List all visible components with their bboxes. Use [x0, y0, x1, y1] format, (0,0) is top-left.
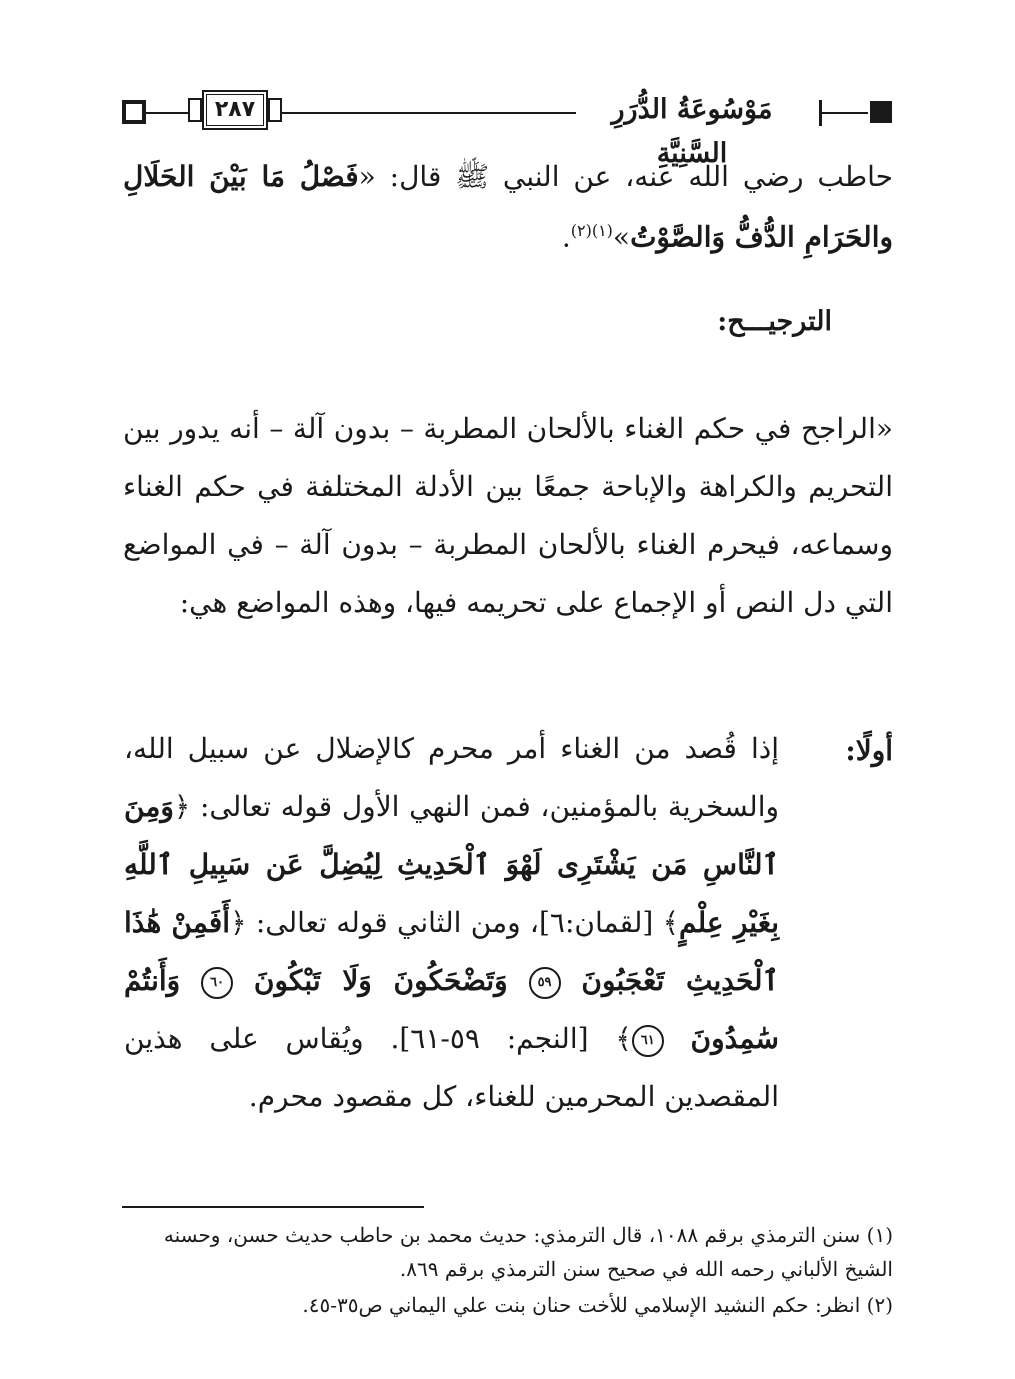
quran-verse: أَفَمِنْ هَٰذَا ٱلْحَدِيثِ تَعْجَبُونَ — [124, 906, 779, 997]
first-point-text: إذا قُصد من الغناء أمر محرم كالإضلال عن سبيل الله، والسخرية بالمؤمنين، فمن النهي الأول قوله تعالى: ﴿وَمِنَ ٱلنَّاسِ مَن يَشْتَرِى لَهْوَ ٱلْحَدِيثِ لِيُضِلَّ عَن سَبِيلِ ٱللَّهِ بِغَيْرِ عِلْمٍ﴾ [لقمان:٦]، ومن الثاني قوله تعالى: ﴿أَفَمِنْ هَٰذَا ٱلْحَدِيثِ تَعْجَبُونَ ٥٩ وَتَضْحَكُونَ وَلَا تَبْكُونَ ٦٠ وَأَنتُمْ سَٰمِدُونَ ٦١﴾ [النجم: ٥٩-٦١]. ويُقاس على هذين المقصدين المحرمين للغناء، كل مقصود محرم. — [124, 732, 780, 1113]
book-title: مَوْسُوعَةُ الدُّرَرِ السَّنِيَّةِ — [576, 88, 808, 132]
quran-verse: وَمِنَ ٱلنَّاسِ مَن يَشْتَرِى لَهْوَ ٱلْحَدِيثِ لِيُضِلَّ عَن سَبِيلِ ٱللَّهِ بِغَيْرِ عِلْمٍ — [124, 790, 780, 939]
quran-verse: وَأَنتُمْ سَٰمِدُونَ — [124, 964, 779, 1055]
footnote-separator — [122, 1206, 424, 1208]
page-number: ٢٨٧ — [214, 97, 256, 122]
footnote-1: (١) سنن الترمذي برقم ١٠٨٨، قال الترمذي: حديث محمد بن حاطب حديث حسن، وحسنه الشيخ الألباني رحمه الله في صحيح سنن الترمذي برقم ٨٦٩. — [163, 1223, 893, 1281]
ayah-number-icon: ٦١ — [632, 1025, 664, 1057]
hadith-text: فَصْلُ مَا بَيْنَ الحَلَالِ والحَرَامِ الدُّفُّ وَالصَّوْتُ — [123, 160, 893, 254]
page-number-frame — [188, 90, 284, 134]
header-rule-right — [822, 112, 868, 114]
quran-verse: وَتَضْحَكُونَ وَلَا تَبْكُونَ — [253, 964, 508, 997]
header-rule-middle — [282, 112, 582, 114]
footnote-refs: (١)(٢) — [570, 221, 613, 240]
ruling-paragraph: «الراجح في حكم الغناء بالألحان المطربة – بدون آلة – أنه يدور بين التحريم والكراهة والإباحة جمعًا بين الأدلة المختلفة في حكم الغناء وسماعه، فيحرم الغناء بالألحان المطربة – بدون آلة – في المواضع التي دل النص أو الإجماع على تحريمه فيها، وهذه المواضع هي: — [123, 412, 893, 619]
intro-paragraph: حاطب رضي الله عنه، عن النبي ﷺ قال: «فَصْلُ مَا بَيْنَ الحَلَالِ والحَرَامِ الدُّفُّ وَالصَّوْتُ»$^{(١)(٢)}$. — [123, 160, 893, 254]
footnote-2: (٢) انظر: حكم النشيد الإسلامي للأخت حنان بنت علي اليماني ص٣٥-٤٥. — [302, 1293, 893, 1317]
page-header — [122, 88, 892, 169]
ayah-number-icon: ٥٩ — [529, 967, 561, 999]
header-rule-left — [146, 112, 190, 114]
header-square-solid-icon — [870, 101, 892, 123]
ornament-knot-icon — [188, 98, 202, 122]
header-square-outline-icon — [122, 100, 146, 124]
first-point-label: أولًا: — [845, 734, 893, 767]
ornament-knot-icon — [268, 98, 282, 122]
ayah-number-icon: ٦٠ — [201, 967, 233, 999]
section-heading: الترجيـــح: — [717, 306, 832, 337]
